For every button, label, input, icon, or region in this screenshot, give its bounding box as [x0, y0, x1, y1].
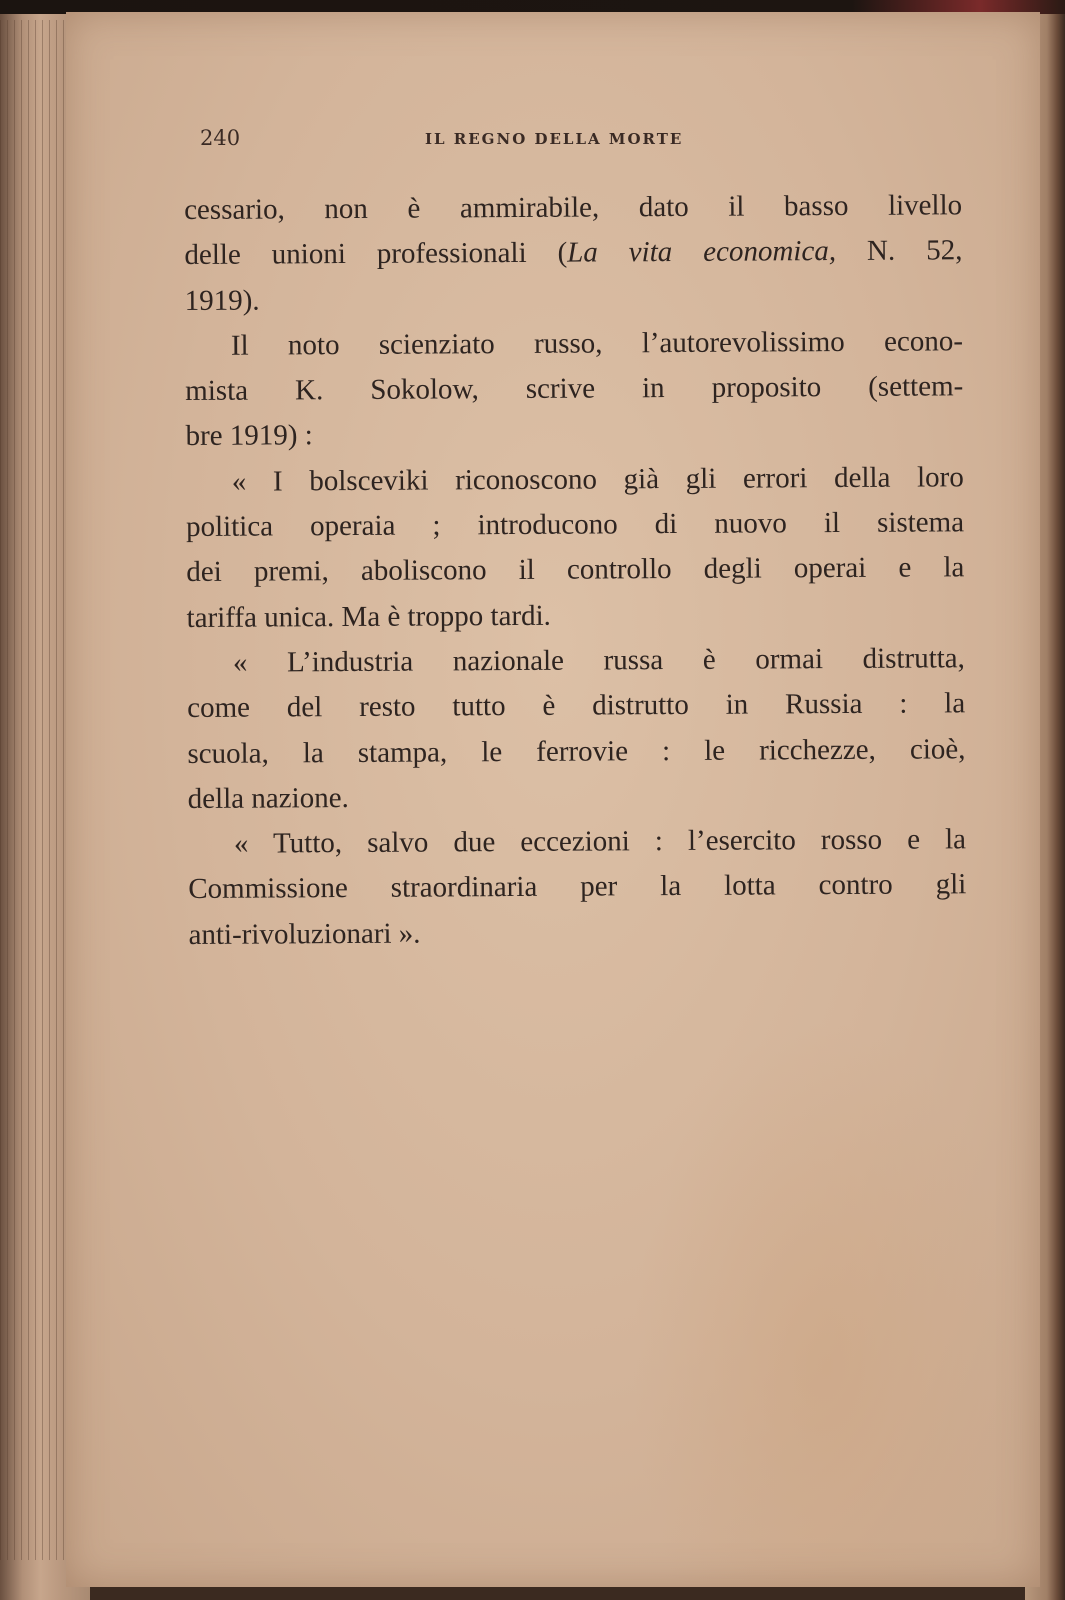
underlying-page-edges	[0, 20, 70, 1560]
text-line: tariffa unica. Ma è troppo tardi.	[186, 599, 551, 634]
text-line: 1919).	[184, 284, 260, 317]
text-line: anti-rivoluzionari ».	[188, 917, 421, 951]
text-line: « Tutto, salvo due eccezioni : l’esercito rosso e la	[233, 823, 967, 860]
text-line: « L’industria nazionale russa è ormai distrutta,	[232, 642, 965, 679]
text-line: politica operaia ; introducono di nuovo il sistema	[185, 506, 965, 544]
page-sheet	[66, 12, 1040, 1587]
text-line: scuola, la stampa, le ferrovie : le ricchezze, cioè,	[187, 732, 966, 770]
text-line: « I bolsceviki riconoscono già gli errori della loro	[231, 461, 964, 498]
periodical-title: La vita economica,	[567, 235, 837, 269]
text-line: mista K. Sokolow, scrive in proposito (settem-	[185, 370, 964, 408]
text-fragment: N. 52,	[835, 234, 963, 268]
text-line: come del resto tutto è distrutto in Russia : la	[187, 687, 966, 725]
running-title: IL REGNO DELLA MORTE	[425, 130, 684, 148]
text-fragment: delle unioni professionali (	[184, 236, 568, 272]
page-number: 240	[200, 126, 241, 150]
text-line: cessario, non è ammirabile, dato il basso livello	[184, 189, 963, 226]
body-text	[184, 183, 967, 958]
text-line: Il noto scienziato russo, l’autorevolissimo econo-	[230, 325, 964, 362]
text-line: bre 1919) :	[185, 419, 313, 453]
text-line: della nazione.	[187, 781, 349, 815]
text-line: Commissione straordinaria per la lotta contro gli	[188, 868, 967, 906]
text-line: dei premi, aboliscono il controllo degli operai e la	[186, 551, 965, 589]
text-line	[184, 229, 962, 279]
running-head	[200, 126, 820, 156]
